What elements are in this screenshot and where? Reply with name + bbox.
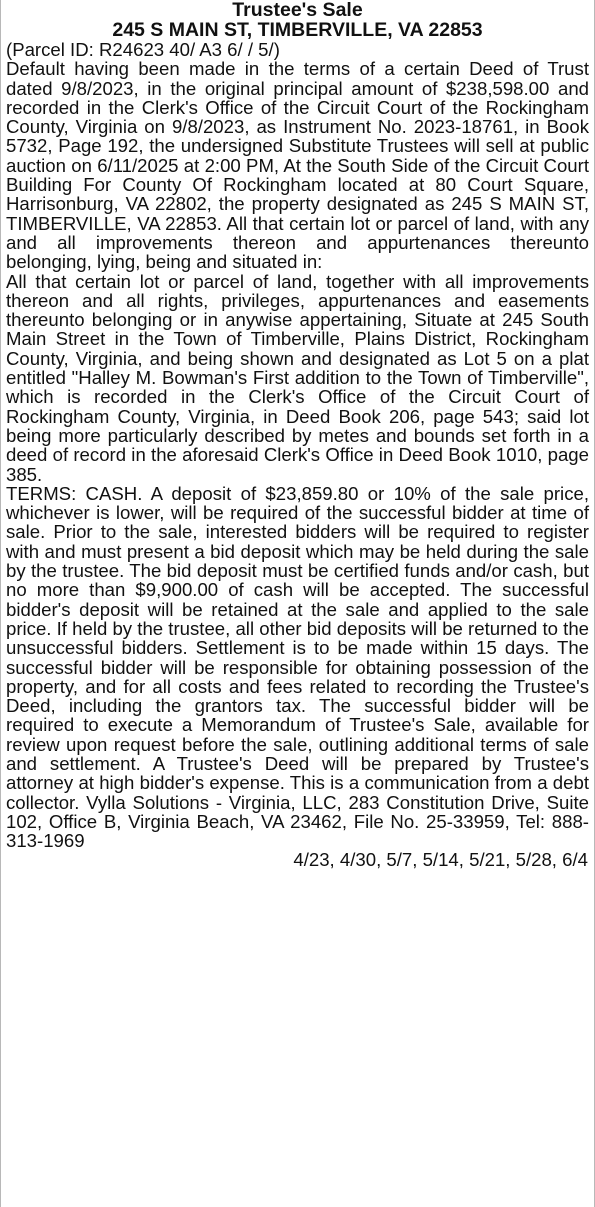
parcel-id: (Parcel ID: R24623 40/ A3 6/ / 5/) [6,39,280,60]
default-paragraph: Default having been made in the terms of a certain Deed of Trust dated 9/8/2023, in the original principal amount of $238,598.00 and recorded in the Clerk's Office of the Circuit Court of the Rockingham County, Virginia on 9/8/2023, as Instrument No. 2023-18761, in Book 5732, Page 192, the undersigned Substitute Trustees will sell at public auction on 6/11/2025 at 2:00 PM, At the South Side of the Circuit Court Building For County Of Rockingham located at 80 Court Square, Harrisonburg, VA 22802, the property designated as 245 S MAIN ST, TIMBERVILLE, VA 22853. All that certain lot or parcel of land, with any and all improvements thereon and appurtenances thereunto belonging, lying, being and situated in: [6,58,589,273]
publication-dates: 4/23, 4/30, 5/7, 5/14, 5/21, 5/28, 6/4 [293,849,588,871]
notice-body [6,59,589,850]
legal-description-paragraph: All that certain lot or parcel of land, together with all improvements thereon and all rights, privileges, appurtenances and easements thereunto belonging or in anywise appertaining, Situate at 245 South Main Street in the Town of Timberville, Plains District, Rockingham County, Virginia, and being shown and designated as Lot 5 on a plat entitled "Halley M. Bowman's First addition to the Town of Timberville", which is recorded in the Clerk's Office of the Circuit Court of Rockingham County, Virginia, in Deed Book 206, page 543; said lot being more particularly described by metes and bounds set forth in a deed of record in the aforesaid Clerk's Office in Deed Book 1010, page 385. [6,270,589,485]
property-address-heading: 245 S MAIN ST, TIMBERVILLE, VA 22853 [112,19,483,41]
notice-title: Trustee's Sale [232,0,363,21]
terms-paragraph: TERMS: CASH. A deposit of $23,859.80 or 10% of the sale price, whichever is lower, will be required of the successful bidder at time of sale. Prior to the sale, interested bidders will be required to register with and must present a bid deposit which may be held during the sale by the trustee. The bid deposit must be certified funds and/or cash, but no more than $9,900.00 of cash will be accepted. The successful bidder's deposit will be retained at the sale and applied to the sale price. If held by the trustee, all other bid deposits will be returned to the unsuccessful bidders. Settlement is to be made within 15 days. The successful bidder will be responsible for obtaining possession of the property, and for all costs and fees related to recording the Trustee's Deed, including the grantors tax. The successful bidder will be required to execute a Memorandum of Trustee's Sale, available for review upon request before the sale, outlining additional terms of sale and settlement. A Trustee's Deed will be prepared by Trustee's attorney at high bidder's expense. This is a communication from a debt collector. Vylla Solutions - Virginia, LLC, 283 Constitution Drive, Suite 102, Office B, Virginia Beach, VA 23462, File No. 25-33959, Tel: 888-313-1969 [6,482,589,852]
